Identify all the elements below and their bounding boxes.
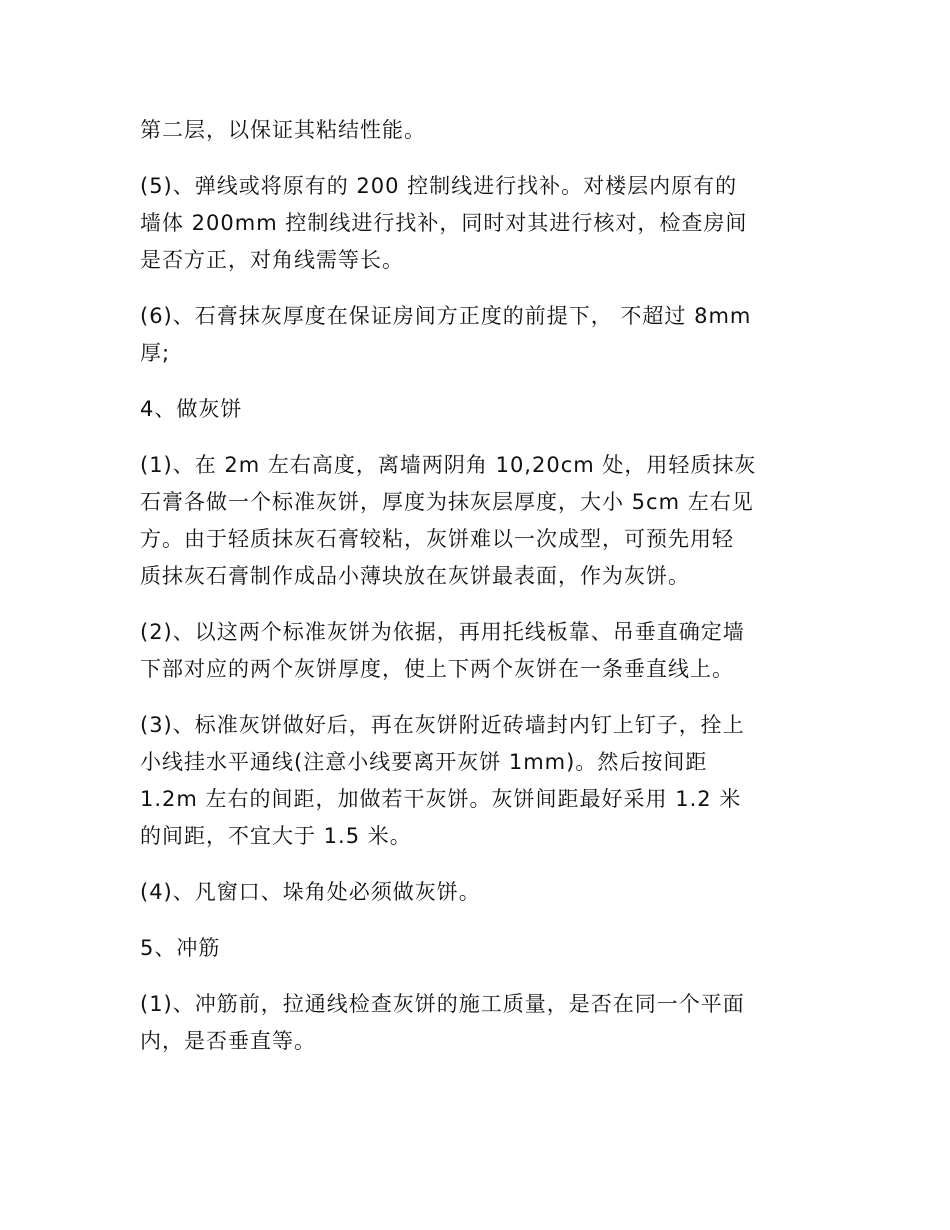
text-line: (2)、以这两个标准灰饼为依据，再用托线板靠、吊垂直确定墙 bbox=[140, 620, 745, 644]
text-line: 方。由于轻质抹灰石膏较粘，灰饼难以一次成型，可预先用轻 bbox=[140, 527, 734, 551]
text-line: 厚; bbox=[140, 341, 171, 365]
text-line: 内，是否垂直等。 bbox=[140, 1029, 316, 1053]
text-line: (1)、冲筋前，拉通线检查灰饼的施工质量，是否在同一个平面 bbox=[140, 992, 745, 1016]
paragraph bbox=[140, 986, 820, 1060]
section-heading bbox=[140, 930, 820, 967]
paragraph bbox=[140, 168, 820, 279]
text-line: 石膏各做一个标准灰饼，厚度为抹灰层厚度，大小 5cm 左右见 bbox=[140, 490, 754, 514]
text-line: 4、做灰饼 bbox=[140, 397, 243, 421]
paragraph bbox=[140, 707, 820, 855]
paragraph bbox=[140, 614, 820, 688]
text-line: 小线挂水平通线(注意小线要离开灰饼 1mm)。然后按间距 bbox=[140, 750, 708, 774]
text-line: 的间距，不宜大于 1.5 米。 bbox=[140, 824, 412, 848]
text-line: (4)、凡窗口、垛角处必须做灰饼。 bbox=[140, 880, 481, 904]
text-line: 是否方正，对角线需等长。 bbox=[140, 248, 404, 272]
text-line: 1.2m 左右的间距，加做若干灰饼。灰饼间距最好采用 1.2 米 bbox=[140, 787, 742, 811]
paragraph bbox=[140, 874, 820, 911]
text-line: 下部对应的两个灰饼厚度，使上下两个灰饼在一条垂直线上。 bbox=[140, 657, 734, 681]
text-line: (6)、石膏抹灰厚度在保证房间方正度的前提下， 不超过 8mm bbox=[140, 304, 752, 328]
paragraph bbox=[140, 298, 820, 372]
paragraph bbox=[140, 112, 820, 149]
paragraph bbox=[140, 447, 820, 595]
text-line: (5)、弹线或将原有的 200 控制线进行找补。对楼层内原有的 bbox=[140, 174, 738, 198]
text-line: 墙体 200mm 控制线进行找补，同时对其进行核对，检查房间 bbox=[140, 211, 748, 235]
text-line: 质抹灰石膏制作成品小薄块放在灰饼最表面，作为灰饼。 bbox=[140, 564, 690, 588]
text-line: (1)、在 2m 左右高度，离墙两阴角 10,20cm 处，用轻质抹灰 bbox=[140, 453, 757, 477]
section-heading bbox=[140, 391, 820, 428]
document-body bbox=[140, 112, 820, 1079]
text-line: (3)、标准灰饼做好后，再在灰饼附近砖墙封内钉上钉子，拴上 bbox=[140, 713, 745, 737]
text-line: 5、冲筋 bbox=[140, 936, 221, 960]
text-line: 第二层，以保证其粘结性能。 bbox=[140, 118, 426, 142]
